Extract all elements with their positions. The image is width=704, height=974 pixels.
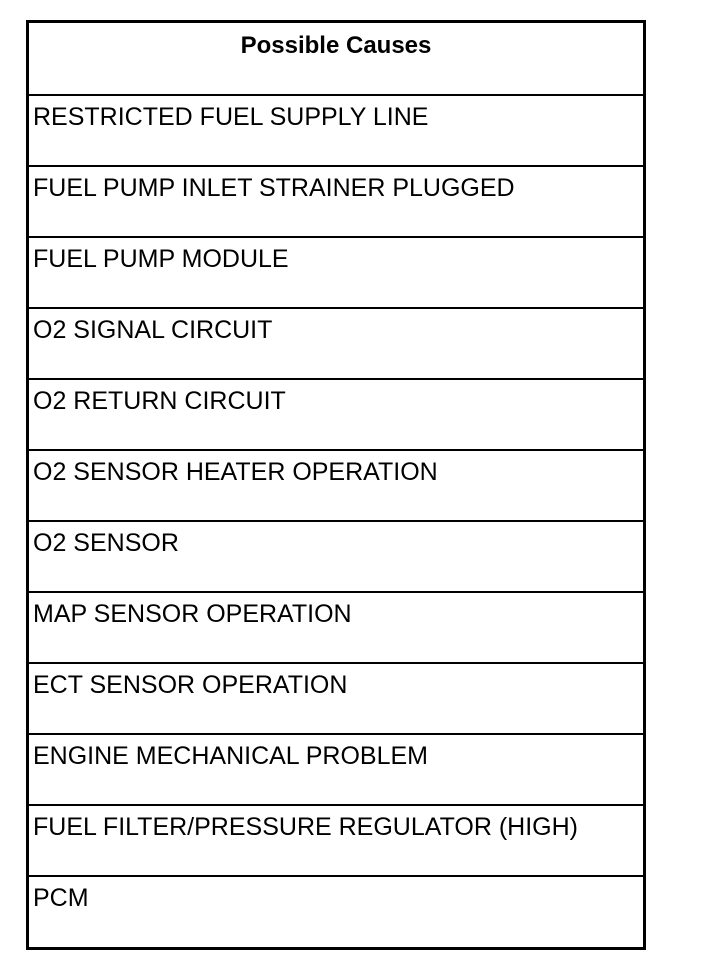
table-row: FUEL FILTER/PRESSURE REGULATOR (HIGH)	[29, 806, 643, 877]
table-row: ECT SENSOR OPERATION	[29, 664, 643, 735]
table-header: Possible Causes	[29, 23, 643, 96]
table-row: O2 RETURN CIRCUIT	[29, 380, 643, 451]
table-row: O2 SENSOR HEATER OPERATION	[29, 451, 643, 522]
table-row: PCM	[33, 884, 89, 912]
table-row: FUEL PUMP MODULE	[29, 238, 643, 309]
table-row: O2 SIGNAL CIRCUIT	[29, 309, 643, 380]
table-row: O2 SENSOR	[29, 522, 643, 593]
table-row: FUEL PUMP INLET STRAINER PLUGGED	[29, 167, 643, 238]
table-row: MAP SENSOR OPERATION	[29, 593, 643, 664]
table-row: RESTRICTED FUEL SUPPLY LINE	[29, 96, 643, 167]
table-row: ENGINE MECHANICAL PROBLEM	[29, 735, 643, 806]
possible-causes-table	[26, 20, 646, 950]
